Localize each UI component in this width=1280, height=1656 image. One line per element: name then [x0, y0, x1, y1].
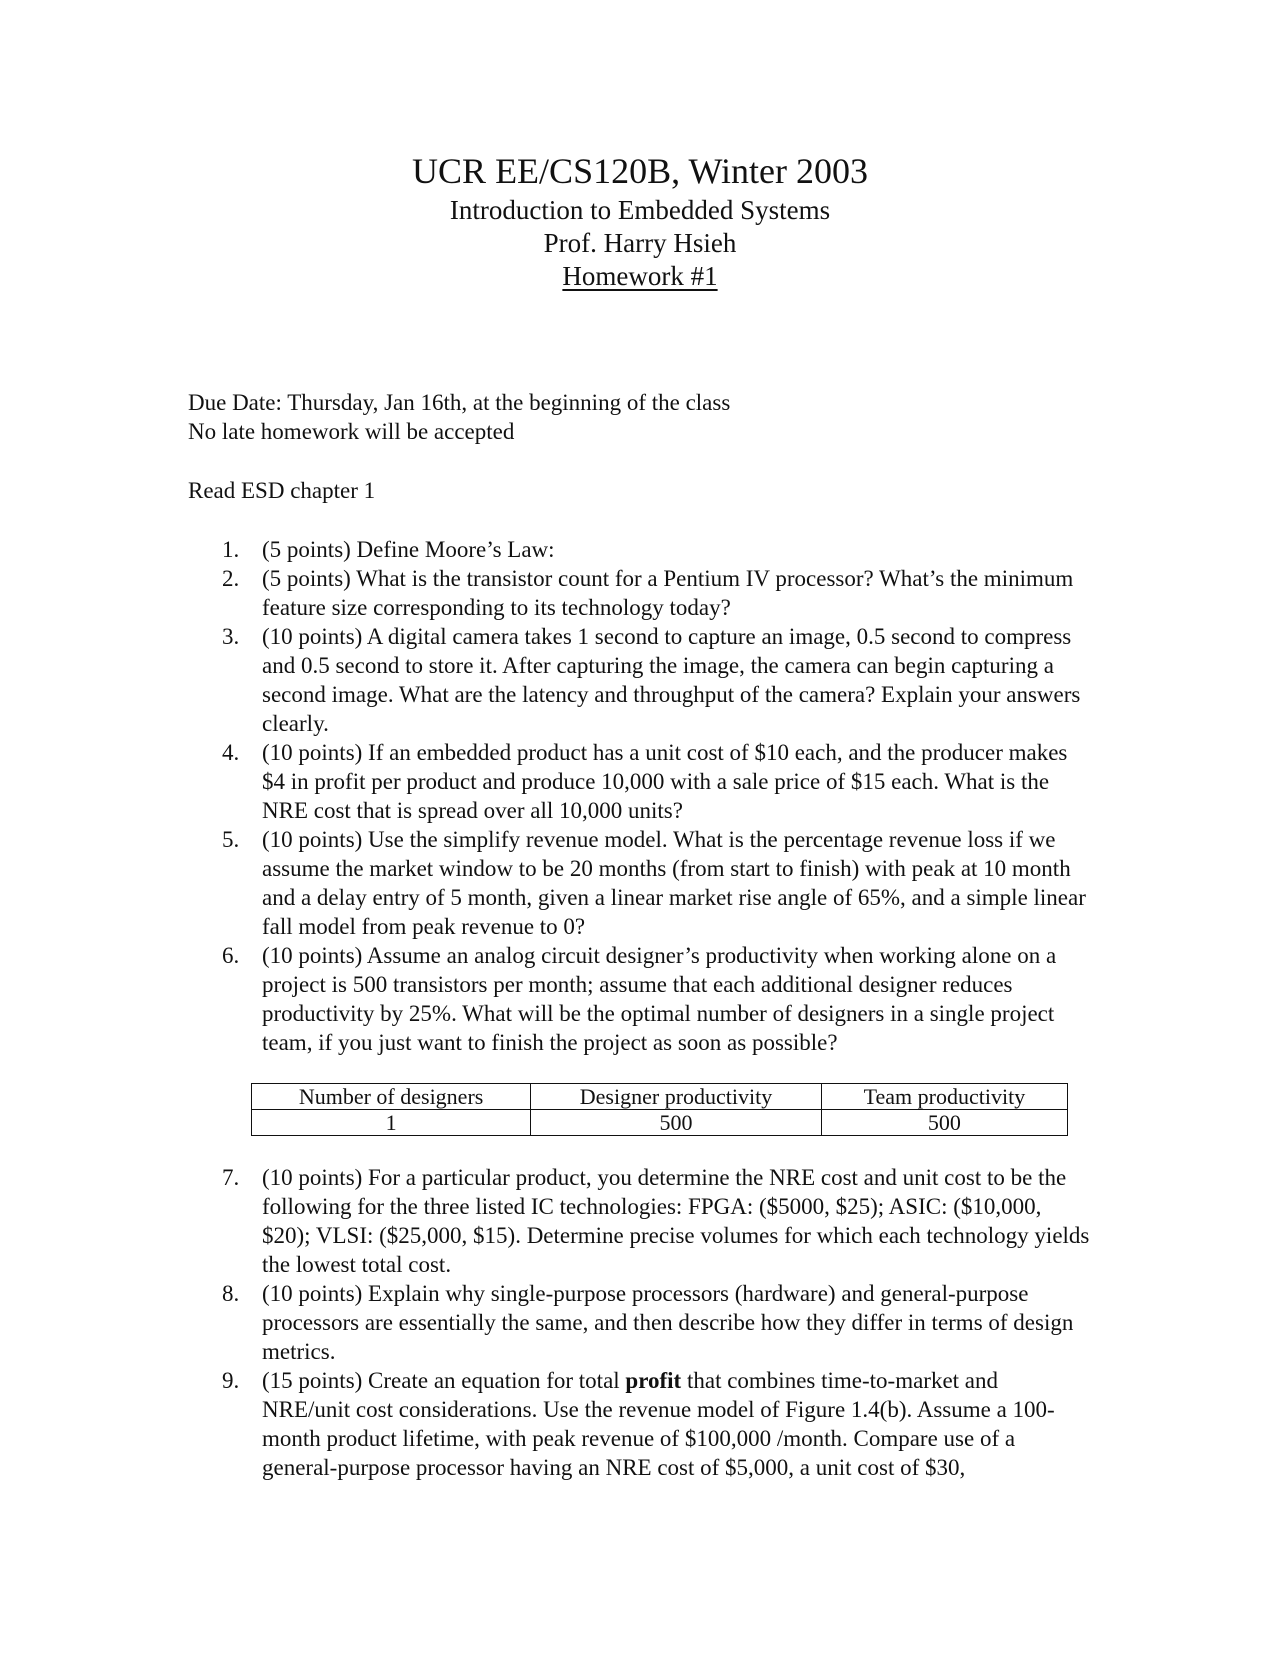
column-header: Team productivity [821, 1084, 1067, 1110]
assignment-title: Homework #1 [562, 261, 718, 291]
question-number: 7. [222, 1165, 240, 1190]
table-cell: 500 [531, 1110, 822, 1136]
question-item [0, 535, 1090, 564]
table-cell: 500 [821, 1110, 1067, 1136]
productivity-table [251, 1083, 1068, 1136]
column-header: Designer productivity [531, 1084, 822, 1110]
question-text: (10 points) Use the simplify revenue model. What is the percentage revenue loss if we assume the market window to be 20 months (from start to finish) with peak at 10 month and a delay entry of 5 month, given a linear market rise angle of 65%, and a simple linear fall model from peak revenue to 0? [262, 827, 1086, 939]
question-number: 6. [222, 943, 240, 968]
late-policy: No late homework will be accepted [188, 419, 515, 444]
question-text: (10 points) If an embedded product has a unit cost of $10 each, and the producer makes $4 in profit per product and produce 10,000 with a sale price of $15 each. What is the NRE cost that is spread over all 10,000 units? [262, 740, 1068, 823]
column-header: Number of designers [252, 1084, 531, 1110]
question-text: (5 points) What is the transistor count for a Pentium IV processor? What’s the minimum feature size corresponding to its technology today? [262, 566, 1074, 620]
question-text: (10 points) For a particular product, you determine the NRE cost and unit cost to be the following for the three listed IC technologies: FPGA: ($5000, $25); ASIC: ($10,000, $20); VLSI: ($25,000, $15). Determine precise volumes for which each technology yields the lowest total cost. [262, 1165, 1090, 1277]
question-number: 1. [222, 537, 240, 562]
question-item [0, 738, 1090, 825]
question-text: (5 points) Define Moore’s Law: [262, 537, 555, 562]
due-date: Due Date: Thursday, Jan 16th, at the beginning of the class [188, 390, 731, 415]
question-item [0, 1366, 1090, 1482]
table-header-row [252, 1084, 1068, 1110]
due-info [188, 388, 730, 446]
question-item [0, 622, 1090, 738]
question-text: (10 points) Assume an analog circuit designer’s productivity when working alone on a project is 500 transistors per month; assume that each additional designer reduces productivity by 25%. What will be the optimal number of designers in a single project team, if you just want to finish the project as soon as possible? [262, 943, 1057, 1055]
question-text-after: that combines time-to-market and NRE/unit cost considerations. Use the revenue model of Figure 1.4(b). Assume a 100-month product lifetime, with peak revenue of $100,000 /month. Compare use of a general-purpose processor having an NRE cost of $5,000, a unit cost of $30, [262, 1368, 1055, 1480]
question-text: (10 points) A digital camera takes 1 second to capture an image, 0.5 second to compress and 0.5 second to store it. After capturing the image, the camera can begin capturing a second image. What are the latency and throughput of the camera? Explain your answers clearly. [262, 624, 1081, 736]
table-cell: 1 [252, 1110, 531, 1136]
question-item [0, 1163, 1090, 1279]
question-text: (10 points) Explain why single-purpose processors (hardware) and general-purpose processors are essentially the same, and then describe how they differ in terms of design metrics. [262, 1281, 1074, 1364]
question-item [0, 564, 1090, 622]
question-number: 2. [222, 566, 240, 591]
course-name: Introduction to Embedded Systems [449, 195, 831, 225]
question-number: 3. [222, 624, 240, 649]
question-number: 5. [222, 827, 240, 852]
question-text [262, 1368, 1055, 1480]
question-item [0, 825, 1090, 941]
question-list-part1 [0, 535, 1280, 1057]
productivity-table-wrapper [251, 1083, 1068, 1136]
question-number: 8. [222, 1281, 240, 1306]
professor-name: Prof. Harry Hsieh [543, 228, 737, 258]
question-number: 9. [222, 1368, 240, 1393]
course-title: UCR EE/CS120B, Winter 2003 [412, 151, 868, 191]
question-text-bold: profit [625, 1368, 682, 1393]
question-text-before: (15 points) Create an equation for total [262, 1368, 626, 1393]
question-item [0, 941, 1090, 1057]
question-list-part2 [0, 1163, 1280, 1482]
question-item [0, 1279, 1090, 1366]
document-header [0, 148, 1280, 293]
question-number: 4. [222, 740, 240, 765]
table-row [252, 1110, 1068, 1136]
reading-assignment: Read ESD chapter 1 [188, 478, 376, 503]
